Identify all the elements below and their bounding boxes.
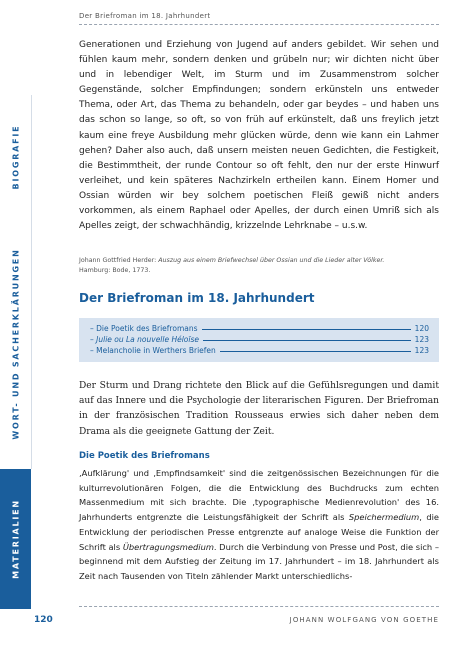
toc-leader-line <box>203 340 411 341</box>
footer-author: JOHANN WOLFGANG VON GOETHE <box>289 616 439 624</box>
toc-label-prefix: – <box>90 335 97 344</box>
footer-divider <box>79 606 439 607</box>
toc-page: 123 <box>414 335 429 344</box>
sidebar-tab-biografie[interactable] <box>0 95 32 219</box>
section-intro: Der Sturm und Drang richtete den Blick auf die Gefühlsregungen und damit auf das Innere und die Psychologie der literarischen Figuren. Der Briefroman in der französischen Tradition Rousseaus erwies sich daher neben dem Drama als die geeignete Gattung der Zeit. <box>79 381 439 437</box>
toc-page: 123 <box>414 346 429 355</box>
body-italic: Übertragungsmedium <box>122 541 214 552</box>
body-text: ‚Aufklärung' und ‚Empfindsamkeit' sind die zeitgenössischen Bezeichnungen für die kulturrevolutionären Folgen, die die Entwicklung des Buchdrucks zum echten Massenmedium mit sich brachte. Die ‚typographische Medienrevolution' des 16. Jahrhunderts entgrenzte die Leistungsfähigkeit der Schrift als <box>79 468 439 523</box>
section-toc <box>79 318 439 362</box>
herder-quote: Generationen und Erziehung von Jugend auf anders gebildet. Wir sehen und fühlen kaum mehr, sondern denken und grübeln nur; wir dichten nicht über und in lebendiger Welt, im Sturm und im Zusammenstrom solcher Gegenstände, solcher Empfindungen; sondern erkünsteln uns entweder Thema, oder Art, das Thema zu behandeln, oder gar beydes – und haben uns das schon so lange, so oft, so von früh auf erkünstelt, daß uns freylich jetzt kaum eine freye Ausbildung mehr glücken würde, denn wie kann ein Lahmer gehen? Daher also auch, daß unsern meisten neuen Gedichten, die Festigkeit, die Bestimmtheit, der runde Contour so oft fehlt, den nur der erste Hinwurf verleihet, und kein späteres Nachzirkeln ertheilen kann. Einem Homer und Ossian würden wir bey solchem poetischen Fleiß gewiß nicht anders vorkommen, als einem Raphael oder Apelles, der durch einen Umriß sich als Apelles zeigt, der schwachhändig, krizzelnde Lehrknabe – u.s.w. <box>79 40 439 232</box>
toc-entry[interactable] <box>79 344 439 355</box>
subsection-body <box>79 466 439 584</box>
sidebar-tab-label: MATERIALIEN <box>11 499 20 579</box>
toc-label: – Die Poetik des Briefromans <box>90 324 198 333</box>
toc-entry[interactable] <box>79 322 439 333</box>
subsection-heading: Die Poetik des Briefromans <box>79 451 210 461</box>
source-imprint: Hamburg: Bode, 1773. <box>79 266 151 274</box>
toc-label: – Melancholie in Werthers Briefen <box>90 346 216 355</box>
sidebar-tab-label: WORT- UND SACHERKLÄRUNGEN <box>11 248 20 440</box>
toc-leader-line <box>220 351 411 352</box>
sidebar-tab-label: BIOGRAFIE <box>11 124 20 190</box>
toc-label <box>90 335 199 344</box>
source-title: Auszug aus einem Briefwechsel über Ossian und die Lieder alter Völker. <box>158 257 385 264</box>
toc-page: 120 <box>414 324 429 333</box>
sidebar-tab-wort-und-sacherklaerungen[interactable] <box>0 219 32 469</box>
page-number: 120 <box>34 615 53 625</box>
section-heading: Der Briefroman im 18. Jahrhundert <box>79 291 315 305</box>
body-text: , die Entwicklung der periodischen Presse entgrenzte auf analoge Weise die Funktion der Schrift als <box>79 512 439 552</box>
toc-leader-line <box>202 329 411 330</box>
body-italic: Speichermedium <box>348 512 420 523</box>
running-header: Der Briefroman im 18. Jahrhundert <box>79 12 211 20</box>
header-divider <box>79 24 439 25</box>
source-author: Johann Gottfried Herder: <box>79 257 157 264</box>
body-text: . Durch die Verbindung von Presse und Post, die sich – beginnend mit dem Aufstieg der Zeitung im 17. Jahrhundert – im 18. Jahrhundert als Zeit nach Tausenden von Titeln zählender Markt unterschiedlichs- <box>79 541 439 581</box>
toc-label-italic: Julie ou La nouvelle Héloïse <box>96 335 200 344</box>
toc-entry[interactable] <box>79 333 439 344</box>
quote-source <box>79 256 439 275</box>
sidebar-tab-materialien[interactable] <box>0 469 31 609</box>
